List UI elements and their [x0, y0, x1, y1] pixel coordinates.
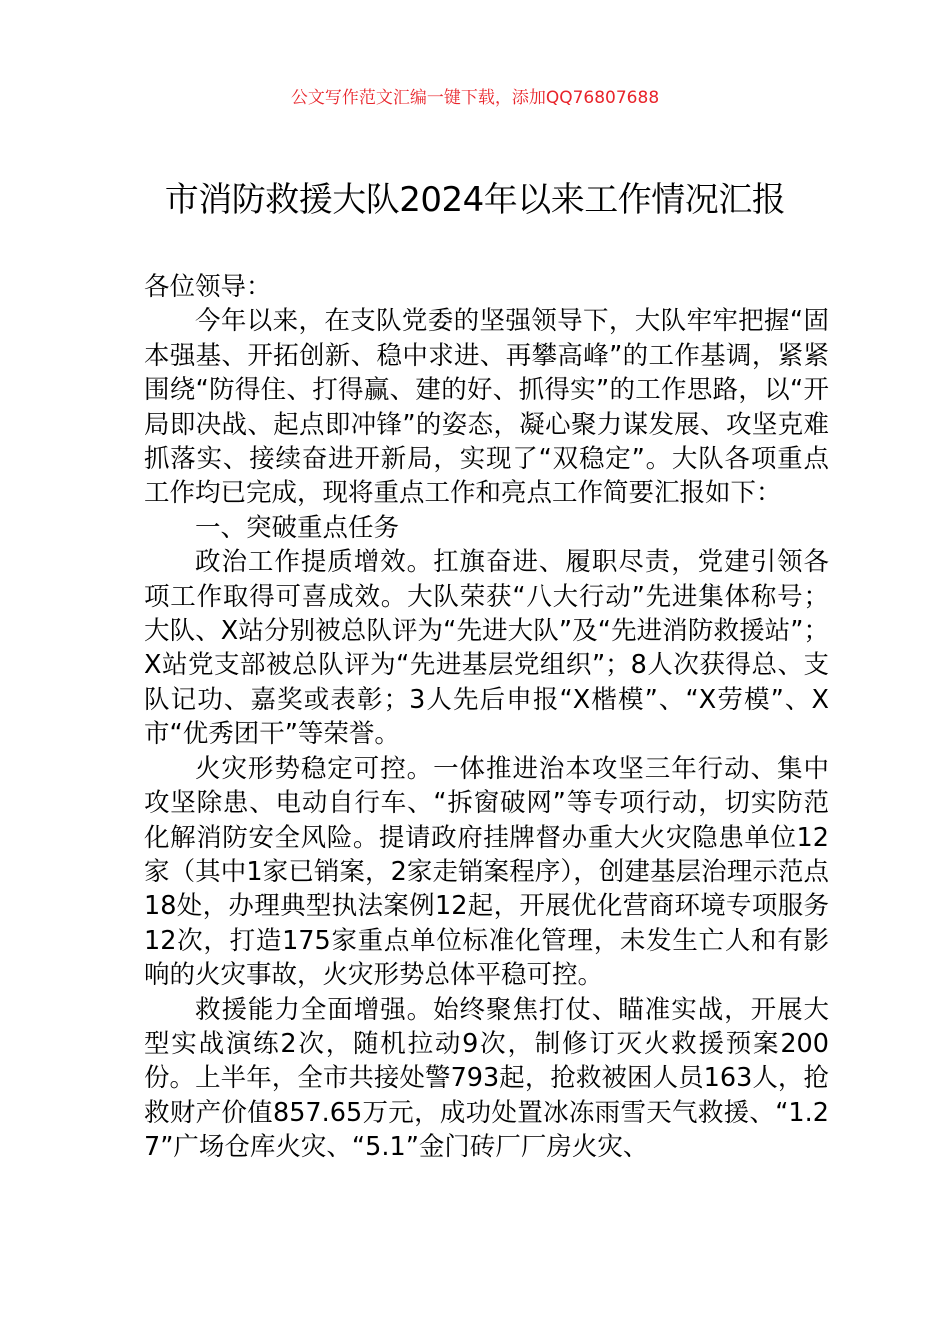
document-title: 市消防救援大队2024年以来工作情况汇报 [164, 180, 786, 220]
salutation: 各位领导： [144, 272, 272, 302]
download-banner: 公文写作范文汇编一键下载，添加QQ76807688 [290, 88, 660, 108]
paragraph-rescue-capability: 救援能力全面增强。始终聚焦打仗、瞄准实战，开展大型实战演练2次，随机拉动9次，制修订灭火救援预案200份。上半年，全市共接处警793起，抢救被困人员163人，抢救财产价值857.65万元，成功处置冰冻雨雪天气救援、“1.27”广场仓库火灾、“5.1”金门砖厂厂房火灾、 [144, 994, 829, 1163]
paragraph-fire-situation: 火灾形势稳定可控。一体推进治本攻坚三年行动、集中攻坚除患、电动自行车、“拆窗破网”等专项行动，切实防范化解消防安全风险。提请政府挂牌督办重大火灾隐患单位12家（其中1家已销案，2家走销案程序），创建基层治理示范点18处，办理典型执法案例12起，开展优化营商环境专项服务12次，打造175家重点单位标准化管理，未发生亡人和有影响的火灾事故，火灾形势总体平稳可控。 [144, 753, 829, 991]
section-heading: 一、突破重点任务 [195, 512, 400, 543]
paragraph-intro: 今年以来，在支队党委的坚强领导下，大队牢牢把握“固本强基、开拓创新、稳中求进、再攀高峰”的工作基调，紧紧围绕“防得住、打得赢、建的好、抓得实”的工作思路，以“开局即决战、起点即冲锋”的姿态，凝心聚力谋发展、攻坚克难抓落实、接续奋进开新局，实现了“双稳定”。大队各项重点工作均已完成，现将重点工作和亮点工作简要汇报如下： [144, 306, 829, 509]
document-body [144, 270, 829, 1165]
paragraph-political-work: 政治工作提质增效。扛旗奋进、履职尽责，党建引领各项工作取得可喜成效。大队荣获“八大行动”先进集体称号；大队、X站分别被总队评为“先进大队”及“先进消防救援站”；X站党支部被总队评为“先进基层党组织”；8人次获得总、支队记功、嘉奖或表彰；3人先后申报“X楷模”、“X劳模”、X市“优秀团干”等荣誉。 [144, 547, 829, 750]
